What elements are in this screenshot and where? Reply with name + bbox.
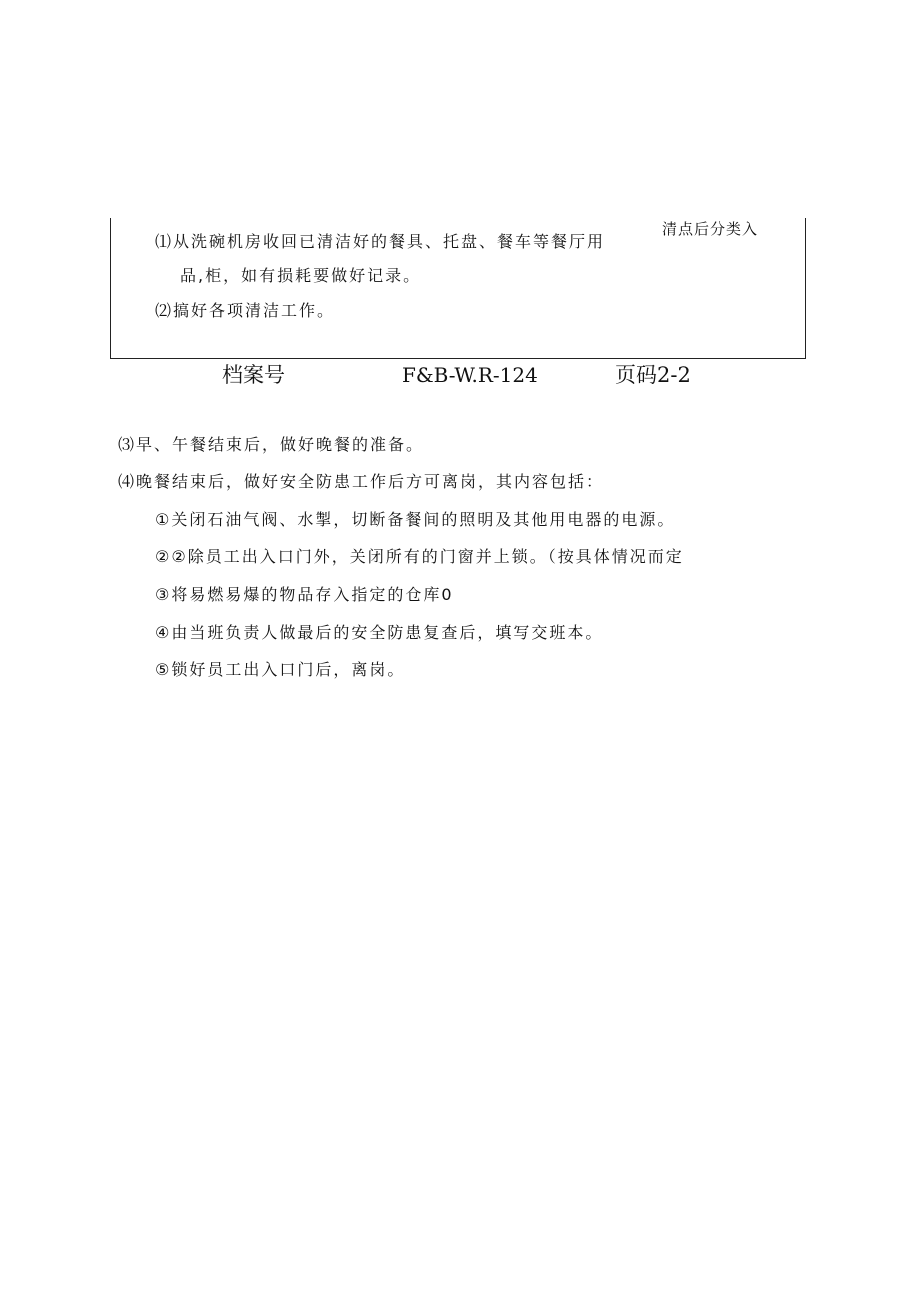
archive-label: 档案号 — [222, 363, 285, 387]
table-text-line-1: ⑴从洗碗机房收回已清洁好的餐具、托盘、餐车等餐厅用 — [155, 232, 606, 251]
item-4-text: ⑷晚餐结束后，做好安全防患工作后方可离岗，其内容包括： — [118, 472, 605, 491]
table-text-line-3: ⑵搞好各项清洁工作。 — [155, 301, 336, 320]
sub-item-4: ④由当班负责人做最后的安全防患复查后，填写交班本。 — [155, 623, 604, 642]
page-number: 页码2-2 — [615, 363, 691, 387]
sub-item-3: ③将易燃易爆的物品存入指定的仓库0 — [155, 585, 454, 604]
table-text-line-2: 品,柜，如有损耗要做好记录。 — [180, 266, 422, 285]
table-right-cell-text: 清点后分类入 — [662, 220, 759, 238]
archive-number: F&B-W.R-124 — [402, 363, 538, 387]
sub-item-1: ①关闭石油气阀、水掣，切断备餐间的照明及其他用电器的电源。 — [155, 510, 676, 529]
sub-item-2: ②②除员工出入口门外，关闭所有的门窗并上锁。（按具体情况而定 — [155, 547, 684, 566]
item-3-text: ⑶早、午餐结束后，做好晚餐的准备。 — [118, 435, 425, 454]
sub-item-5: ⑤锁好员工出入口门后，离岗。 — [155, 660, 406, 679]
